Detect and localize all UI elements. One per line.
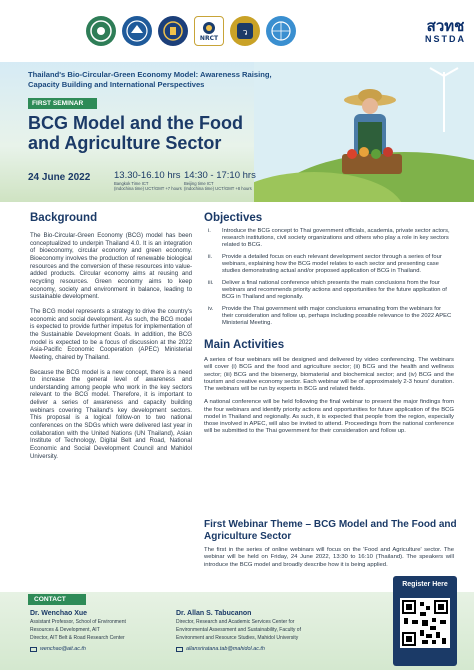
nstda-en-text: NSTDA bbox=[425, 33, 466, 44]
zone-beijing: Beijing time ICT bbox=[184, 181, 214, 186]
register-label: Register Here bbox=[402, 581, 448, 588]
theme-text: The first in the series of online webinars will focus on the 'Food and Agriculture' sector. The webinar will be held on Friday, 24 June 2022, 13:30 to 16:10 (Thailand). The speakers will introduce the BCG model and broadly describe how it is being applied. bbox=[204, 547, 454, 568]
hero-banner bbox=[0, 62, 474, 202]
objective-item bbox=[208, 254, 452, 275]
contact-title: Resources & Development, AIT bbox=[30, 627, 100, 633]
zone-beijing-detail: (Indochina time) UCT/GMT +8 hours bbox=[184, 186, 252, 191]
contact-title: Director, Research and Academic Services Center for bbox=[176, 619, 295, 625]
activities-paragraph: A national conference will be held following the final webinar to present the major findings from the four webinars and identify priority actions and opportunities for future application of the BCG model in Thailand and regionally. As such, it is expected that people from the region, especially those involved in APEC, will also be invited to attend. Proceedings from the national conference will be submitted to the Thai government for their consideration and follow up. bbox=[204, 399, 454, 435]
register-box[interactable] bbox=[393, 576, 457, 666]
contact-title: Assistant Professor, School of Environment bbox=[30, 619, 126, 625]
objective-text: Provide the Thai government with major conclusions emanating from the webinars for their consideration and follow up, perhaps including possible relevance to the 2022 APEC Ministerial Meeting. bbox=[222, 306, 452, 326]
time-beijing: 14:30 - 17:10 hrs bbox=[184, 170, 256, 181]
contact-email-row[interactable] bbox=[30, 646, 170, 652]
activities-paragraph: A series of four webinars will be designed and delivered by video conferencing. The webinars will cover (i) BCG and the food and agriculture sector; (ii) BCG and the health and wellness sector; (iii) BCG and the bioenergy, biomaterial and biochemical sector; and (iv) BCG and the tourism and creative economy sector. Each webinar will be of approximately 2-3 hours' duration. The webinars will be run by experts in BCG and related fields. bbox=[204, 357, 454, 392]
svg-text:ว: ว bbox=[242, 28, 248, 38]
objective-text: Introduce the BCG concept to Thai government officials, academia, private sector actors, research institutions, civil society organizations and others who play a role in key sectors related to BCG. bbox=[222, 228, 450, 248]
qr-code-icon[interactable] bbox=[400, 598, 450, 648]
contact-email[interactable]: allansriratana.tab@mahidol.ac.th bbox=[186, 646, 265, 652]
un-emblem-icon bbox=[266, 16, 296, 46]
objectives-list bbox=[208, 228, 452, 332]
mail-icon bbox=[30, 647, 37, 652]
partner-emblem-icon bbox=[122, 16, 152, 46]
background-text bbox=[30, 232, 192, 467]
time-bangkok: 13.30-16.10 hrs bbox=[114, 170, 181, 181]
farmer-illustration bbox=[254, 62, 474, 202]
objective-number: ii. bbox=[208, 254, 213, 260]
contact-name: Dr. Wenchao Xue bbox=[30, 610, 88, 617]
logo-strip bbox=[0, 0, 474, 62]
objective-text: Deliver a final national conference which presents the main conclusions from the four webinars and recommends priority actions and opportunities for the future application of BCG in Thailand and regionally. bbox=[222, 280, 447, 300]
seminar-tag: FIRST SEMINAR bbox=[28, 98, 97, 109]
activities-text bbox=[204, 357, 454, 442]
contact-name: Dr. Allan S. Tabucanon bbox=[176, 610, 252, 617]
nrct-logo bbox=[194, 16, 224, 46]
seminar-headline: BCG Model and the Food and Agriculture Sector bbox=[28, 113, 243, 153]
objective-item bbox=[208, 280, 452, 301]
theme-heading: First Webinar Theme – BCG Model and The Food and Agriculture Sector bbox=[204, 519, 457, 542]
background-paragraph: Because the BCG model is a new concept, there is a need to increase the general level of awareness and understanding among people who work in the key sectors relevant to the BCG model. Therefore, it is important to deliver a series of awareness and capacity building webinars covering Thailand's key development sectors. This proposal is a logical follow-on to two national conferences on the SDGs which were delivered last year in collaboration with the United Nations (UN Thailand), Asian Institute of Technology, Digital Belt and Road, National Economic and Social Development Council and Mahidol University. bbox=[30, 368, 192, 460]
zone-bangkok-detail: (Indochina time) UCT/GMT +7 hours bbox=[114, 186, 182, 191]
objective-item bbox=[208, 306, 452, 327]
objectives-heading: Objectives bbox=[204, 212, 263, 224]
background-section bbox=[0, 208, 198, 590]
time-block-bangkok bbox=[114, 170, 182, 191]
seminar-date: 24 June 2022 bbox=[28, 172, 91, 183]
nrct-label: NRCT bbox=[199, 34, 219, 42]
objective-number: iii. bbox=[208, 280, 214, 286]
program-title: Thailand's Bio-Circular-Green Economy Model: Awareness Raising, Capacity Building and International Perspectives bbox=[28, 70, 272, 89]
contact-title: Environmental Assessment and Sustainability, Faculty of bbox=[176, 627, 301, 633]
contact-title: Environment and Resource Studies, Mahidol University bbox=[176, 635, 299, 641]
contact-email-row[interactable] bbox=[176, 646, 376, 652]
objective-number: iv. bbox=[208, 306, 214, 312]
partner-emblem-icon bbox=[86, 16, 116, 46]
details-section bbox=[198, 208, 474, 590]
background-paragraph: The Bio-Circular-Green Economy (BCG) model has been conceptualized to underpin Thailand 4.0. It is an integration of bioeconomy, circular economy and green economy. Bioeconomy involves the production of renewable biological resources and the conversion of these resources into value-added products. Circular economy aims at reusing and recycling resources. Green economy aims to keep economy, society and environment in balance, leading to sustainable development. bbox=[30, 232, 192, 301]
contact-title: Director, AIT Belt & Road Research Center bbox=[30, 635, 125, 641]
contact-person bbox=[176, 610, 376, 652]
nstda-thai-text: สวทช bbox=[426, 16, 465, 35]
objective-item bbox=[208, 228, 452, 249]
activities-heading: Main Activities bbox=[204, 339, 285, 351]
mail-icon bbox=[176, 647, 183, 652]
university-seal-icon bbox=[158, 16, 188, 46]
zone-bangkok: Bangkok Time ICT bbox=[114, 181, 149, 186]
objective-number: i. bbox=[208, 228, 211, 234]
contact-email[interactable]: wenchao@ait.ac.th bbox=[40, 646, 86, 652]
background-heading: Background bbox=[30, 212, 98, 224]
time-block-beijing bbox=[184, 170, 256, 191]
contact-person bbox=[30, 610, 170, 652]
objective-text: Provide a detailed focus on each relevant development sector through a series of four webinars, explaining how the BCG model relates to each sector and presenting case studies demonstrating actual and/or proposed application of BCG in Thailand. bbox=[222, 254, 442, 274]
contact-tag: CONTACT bbox=[28, 594, 86, 605]
thai-emblem-icon bbox=[230, 16, 260, 46]
background-paragraph: The BCG model represents a strategy to drive the country's economic and social development. As such, the BCG model is expected to provide further impetus for implementation of the Sustainable Development Goals. In addition, the BCG model is expected to be a focus of discussion at the 2022 Asia-Pacific Economic Cooperation (APEC) Ministerial Meeting, chaired by Thailand. bbox=[30, 307, 192, 361]
nstda-logo bbox=[425, 16, 466, 44]
